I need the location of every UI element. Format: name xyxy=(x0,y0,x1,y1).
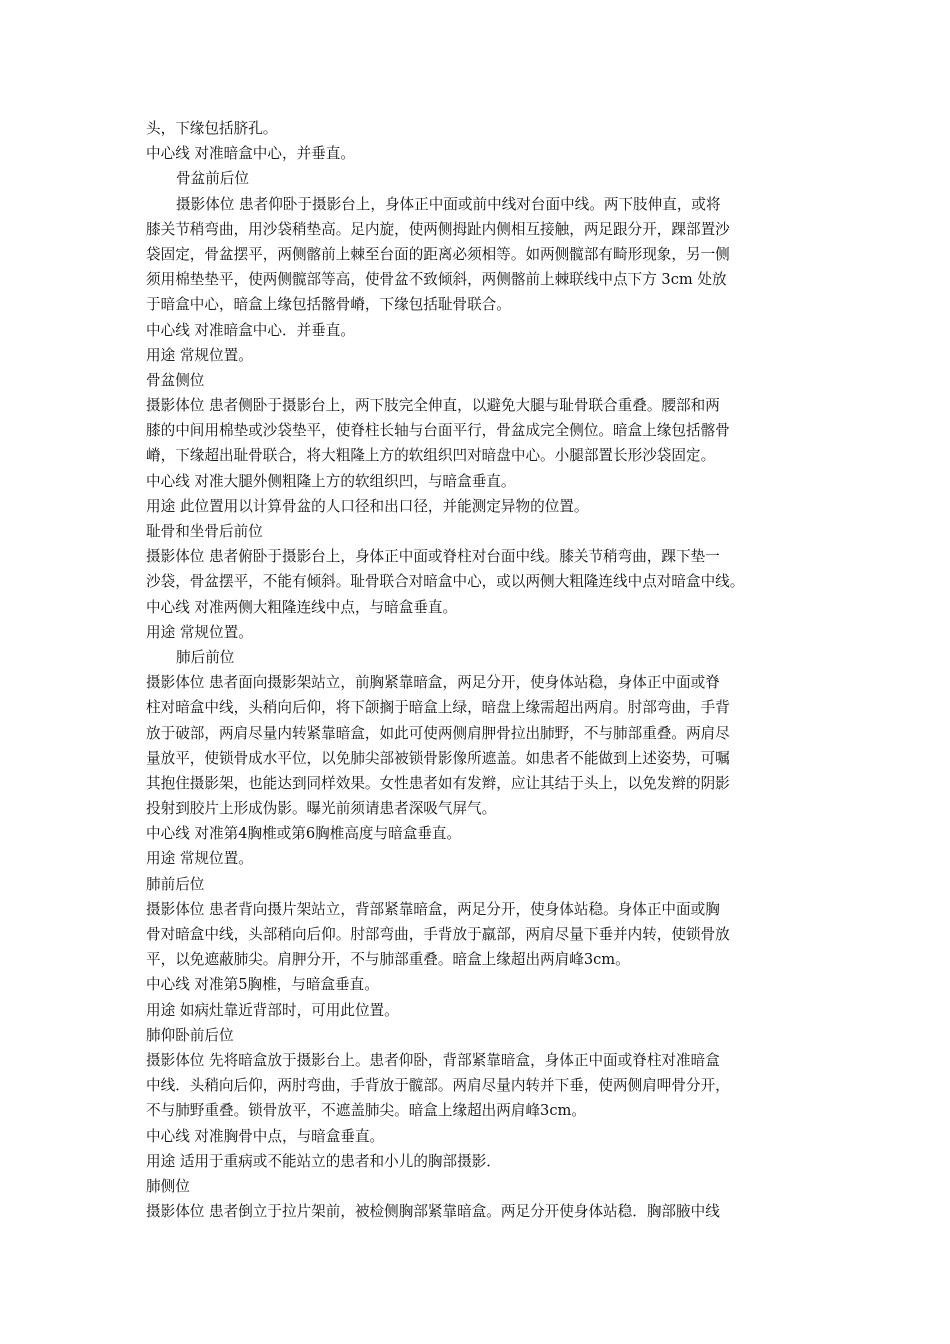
text-line: 须用棉垫垫平，使两侧髋部等高，使骨盆不致倾斜，两侧髂前上棘联线中点下方 3cm 处放 xyxy=(146,271,727,289)
text-line: 柱对暗盒中线，头稍向后仰，将下颌搁于暗盒上绿，暗盘上缘需超出两肩。肘部弯曲，手背 xyxy=(146,699,730,717)
text-line: 投射到胶片上形成伪影。曝光前须请患者深吸气屏气。 xyxy=(146,800,497,818)
text-line: 摄影体位 先将暗盒放于摄影台上。患者仰卧，背部紧靠暗盒，身体正中面或脊柱对准暗盒 xyxy=(146,1051,720,1069)
text-line: 中心线 对准大腿外侧粗隆上方的软组织凹，与暗盒垂直。 xyxy=(146,472,516,490)
text-line: 用途 常规位置。 xyxy=(146,346,253,364)
text-line: 耻骨和坐骨后前位 xyxy=(146,523,263,540)
text-line: 中心线 对准第5胸椎，与暗盒垂直。 xyxy=(146,976,379,994)
text-line: 袋固定，骨盆摆平，两侧髂前上棘至台面的距离必须相等。如两侧髋部有畸形现象，另一侧 xyxy=(146,245,730,263)
text-line: 骨盆前后位 xyxy=(176,170,249,188)
text-line: 中心线 对准两侧大粗隆连线中点，与暗盒垂直。 xyxy=(146,598,458,616)
text-line: 膝关节稍弯曲，用沙袋稍垫高。足内旋，使两侧拇趾内侧相互接触，两足跟分开，踝部置沙 xyxy=(146,220,730,238)
text-line: 量放平，使锁骨成水平位，以免肺尖部被锁骨影像所遮盖。如患者不能做到上述姿势，可嘱 xyxy=(146,749,730,767)
text-line: 膝的中间用棉垫或沙袋垫平，使脊柱长轴与台面平行，骨盆成完全侧位。暗盒上缘包括髂骨 xyxy=(146,422,730,440)
text-line: 摄影体位 患者背向摄片架站立，背部紧靠暗盒，两足分开，使身体站稳。身体正中面或胸 xyxy=(146,900,720,918)
text-line: 摄影体位 患者倒立于拉片架前，被检侧胸部紧靠暗盒。两足分开使身体站稳．胸部腋中线 xyxy=(146,1203,720,1221)
text-line: 于暗盒中心，暗盒上缘包括髂骨嵴，下缘包括耻骨联合。 xyxy=(146,296,511,314)
text-line: 其抱住摄影架，也能达到同样效果。女性患者如有发辫，应让其结于头上，以免发辫的阴影 xyxy=(146,774,730,792)
text-line: 摄影体位 患者侧卧于摄影台上，两下肢完全伸直，以避免大腿与耻骨联合重叠。腰部和两 xyxy=(146,397,720,415)
text-line: 放于破部，两肩尽量内转紧靠暗盒，如此可使两侧肩胛骨拉出肺野，不与肺部重叠。两肩尽 xyxy=(146,724,730,742)
document-page xyxy=(146,116,811,1224)
text-line: 摄影体位 患者仰卧于摄影台上，身体正中面或前中线对台面中线。两下肢伸直，或将 xyxy=(176,195,721,213)
text-line: 用途 常规位置。 xyxy=(146,623,253,641)
text-line: 中心线 对准暗盒中心．并垂直。 xyxy=(146,321,355,339)
text-line: 用途 常规位置。 xyxy=(146,850,253,868)
text-line: 用途 此位置用以计算骨盆的人口径和出口径，并能测定异物的位置。 xyxy=(146,497,589,515)
text-line: 平，以免遮蔽肺尖。肩胛分开，不与肺部重叠。暗盒上缘超出两肩峰3cm。 xyxy=(146,951,630,969)
text-line: 用途 如病灶靠近背部时，可用此位置。 xyxy=(146,1001,399,1019)
text-line: 不与肺野重叠。锁骨放平，不遮盖肺尖。暗盒上缘超出两肩峰3cm。 xyxy=(146,1102,586,1120)
text-line: 骨对暗盒中线，头部稍向后仰。肘部弯曲，手背放于羸部，两肩尽量下垂并内转，使锁骨放 xyxy=(146,926,730,943)
text-line: 肺后前位 xyxy=(176,648,235,666)
text-line: 用途 适用于重病或不能站立的患者和小儿的胸部摄影． xyxy=(146,1152,501,1170)
text-line: 骨盆侧位 xyxy=(146,371,205,389)
text-line: 头，下缘包括脐孔。 xyxy=(146,120,278,137)
text-line: 中线．头稍向后仰，两肘弯曲，手背放于髋部。两肩尽量内转并下垂，使两侧肩呷骨分开， xyxy=(146,1077,730,1095)
text-line: 摄影体位 患者面向摄影架站立，前胸紧靠暗盒，两足分开，使身体站稳，身体正中面或脊 xyxy=(146,674,720,692)
text-line: 中心线 对准第4胸椎或第6胸椎高度与暗盒垂直。 xyxy=(146,825,462,843)
text-line: 肺侧位 xyxy=(146,1177,190,1195)
text-line: 中心线 对准胸骨中点，与暗盒垂直。 xyxy=(146,1127,385,1145)
text-line: 中心线 对准暗盒中心，并垂直。 xyxy=(146,145,355,163)
text-line: 肺仰卧前后位 xyxy=(146,1026,234,1044)
text-line: 肺前后位 xyxy=(146,875,205,893)
text-line: 嵴，下缘超出耻骨联合，将大粗隆上方的软组织凹对暗盘中心。小腿部置长形沙袋固定。 xyxy=(146,447,716,465)
text-line: 沙袋，骨盆摆平，不能有倾斜。耻骨联合对暗盒中心，或以两侧大粗隆连线中点对暗盒中线。 xyxy=(146,573,745,591)
text-line: 摄影体位 患者俯卧于摄影台上，身体正中面或脊柱对台面中线。膝关节稍弯曲，踝下垫一 xyxy=(146,548,720,566)
